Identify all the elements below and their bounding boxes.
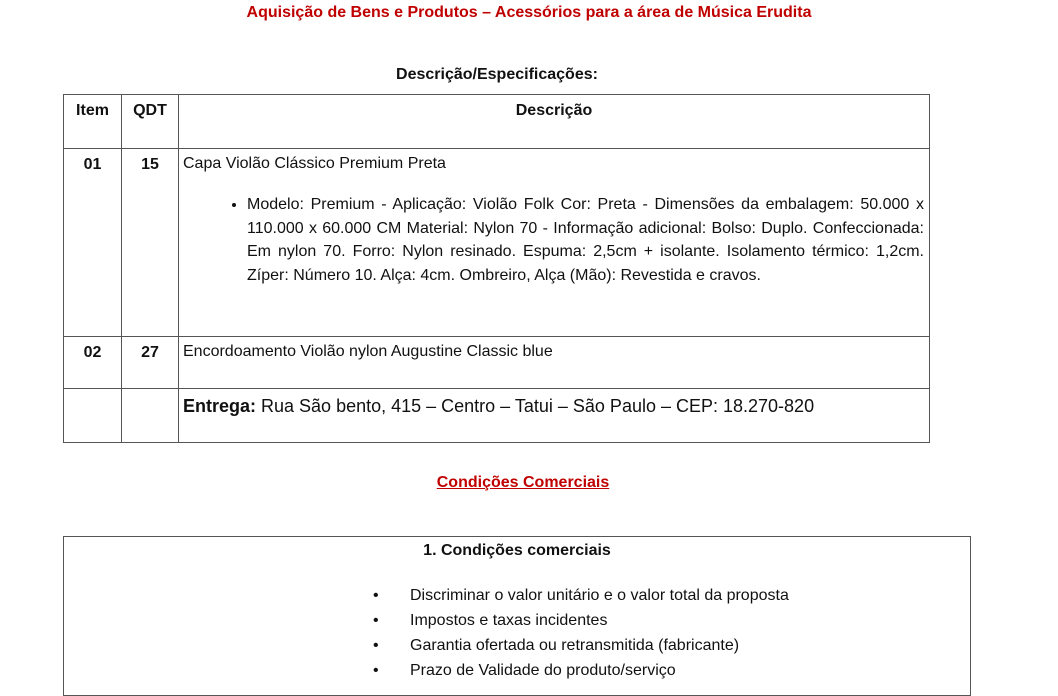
- item-description: Encordoamento Violão nylon Augustine Classic blue: [179, 337, 930, 389]
- bullet-icon: •: [373, 612, 379, 629]
- item-number: 01: [64, 149, 122, 337]
- list-item: [373, 658, 789, 683]
- item-detail: • Modelo: Premium - Aplicação: Violão Folk Cor: Preta - Dimensões da embalagem: 50.000 x 110.000 x 60.000 CM Material: Nylon 70 - Informação adicional: Bolso: Duplo. Confeccionada: Em nylon 70. Forro: Nylon resinado. Espuma: 2,5cm + isolante. Isolamento térmico: 1,2cm. Zíper: Número 10. Alça: 4cm. Ombreiro, Alça (Mão): Revestida e cravos.: [247, 193, 925, 287]
- delivery-address: Rua São bento, 415 – Centro – Tatui – São Paulo – CEP: 18.270-820: [256, 396, 815, 416]
- condition-text: Discriminar o valor unitário e o valor total da proposta: [410, 587, 789, 604]
- bullet-icon: •: [373, 662, 379, 679]
- item-description-cell: [179, 149, 930, 337]
- item-details-list: [183, 193, 925, 287]
- header-qdt: QDT: [122, 95, 179, 149]
- table-row: [64, 337, 930, 389]
- header-item: Item: [64, 95, 122, 149]
- specifications-heading: Descrição/Especificações:: [396, 66, 598, 83]
- list-item: [373, 633, 789, 658]
- delivery-row: [64, 389, 930, 443]
- list-item: [373, 608, 789, 633]
- table-header-row: [64, 95, 930, 149]
- empty-cell: [122, 389, 179, 443]
- list-item: [373, 583, 789, 608]
- delivery-label: Entrega:: [183, 396, 257, 416]
- commercial-conditions-title: 1. Condições comerciais: [423, 542, 611, 559]
- header-descricao: Descrição: [179, 95, 930, 149]
- items-table: [63, 94, 930, 443]
- bullet-icon: •: [373, 587, 379, 604]
- item-number: 02: [64, 337, 122, 389]
- empty-cell: [64, 389, 122, 443]
- item-quantity: 27: [122, 337, 179, 389]
- delivery-cell: [179, 389, 930, 443]
- item-quantity: 15: [122, 149, 179, 337]
- bullet-icon: •: [373, 637, 379, 654]
- condition-text: Impostos e taxas incidentes: [410, 612, 608, 629]
- item-description: Capa Violão Clássico Premium Preta: [183, 155, 446, 172]
- condition-text: Garantia ofertada ou retransmitida (fabricante): [410, 637, 740, 654]
- commercial-conditions-box: [63, 536, 971, 696]
- document-title: Aquisição de Bens e Produtos – Acessórios para a área de Música Erudita: [246, 4, 812, 21]
- commercial-conditions-heading: Condições Comerciais: [436, 474, 610, 491]
- condition-text: Prazo de Validade do produto/serviço: [410, 662, 676, 679]
- commercial-conditions-list: [373, 583, 789, 683]
- table-row: [64, 149, 930, 337]
